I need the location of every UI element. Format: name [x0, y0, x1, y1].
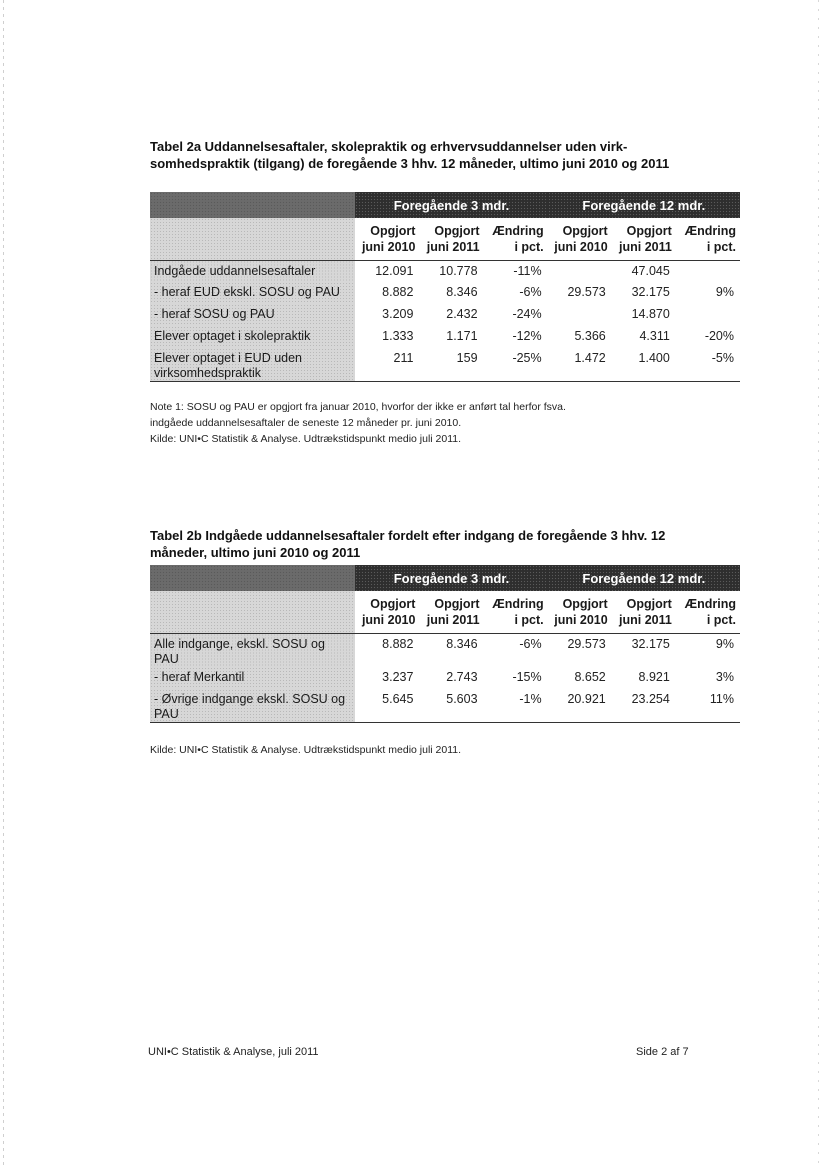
table-cell: 8.921 [638, 669, 670, 684]
table-cell: -11% [513, 263, 542, 278]
table-cell: 9% [715, 636, 734, 651]
table-cell: 29.573 [567, 285, 606, 299]
row-label: Indgåede uddannelsesaftaler [150, 260, 355, 282]
table-b [150, 565, 740, 723]
table-cell: 32.175 [631, 285, 670, 299]
table-cell: -25% [484, 348, 548, 382]
table-b-col-header: Opgjort juni 2010 [548, 591, 612, 633]
table-cell [548, 260, 612, 282]
table-cell: 5.603 [419, 689, 483, 723]
table-cell: 8.652 [574, 669, 606, 684]
table-cell: -15% [512, 669, 542, 684]
table-cell: 1.333 [382, 329, 414, 343]
table-cell: 14.870 [631, 307, 670, 321]
table-a-col-header: Ændring i pct. [676, 218, 740, 260]
table-a-col-header: Ændring i pct. [484, 218, 548, 260]
row-label: Alle indgange, ekskl. SOSU og PAU [150, 633, 355, 667]
row-label: Elever optaget i EUD uden virksomhedspraktik [150, 348, 355, 382]
table-cell: 8.882 [382, 285, 414, 299]
table-a-group-header-3m: Foregående 3 mdr. [355, 192, 547, 218]
table-b-col-header: Ændring i pct. [484, 591, 548, 633]
row-label: - Øvrige indgange ekskl. SOSU og PAU [150, 689, 355, 723]
table-cell [676, 260, 740, 282]
table-a-col-header: Opgjort juni 2010 [355, 218, 419, 260]
table-cell: 3.237 [382, 669, 414, 684]
scan-edge-right [818, 0, 819, 1168]
table-a-col-header: Opgjort juni 2011 [612, 218, 676, 260]
table-b-col-header: Ændring i pct. [676, 591, 740, 633]
table-b-title: Tabel 2b Indgåede uddannelsesaftaler fordelt efter indgang de foregående 3 hhv. 12 måneder, ultimo juni 2010 og 2011 [150, 528, 666, 560]
table-row [150, 304, 740, 326]
table-a-column-header-row [150, 218, 740, 260]
table-b-col-header: Opgjort juni 2011 [419, 591, 483, 633]
table-cell: 9% [715, 285, 734, 299]
table-a-notes [150, 399, 566, 447]
table-cell: 8.346 [446, 285, 478, 299]
table-cell: 23.254 [612, 689, 676, 723]
table-a-group-header-12m: Foregående 12 mdr. [548, 192, 740, 218]
table-cell: 159 [419, 348, 483, 382]
table-cell: -20% [704, 329, 734, 343]
table-cell: 2.432 [446, 307, 478, 321]
table-cell: 20.921 [548, 689, 612, 723]
table-cell: 5.645 [355, 689, 419, 723]
table-b-col-header: Opgjort juni 2010 [355, 591, 419, 633]
table-a [150, 192, 740, 382]
table-row [150, 667, 740, 689]
footer-page-number: Side 2 af 7 [636, 1046, 689, 1058]
table-b-corner [150, 565, 355, 591]
table-cell [676, 304, 740, 326]
table-cell: -1% [484, 689, 548, 723]
table-cell: 47.045 [631, 263, 670, 278]
table-b-group-header-12m: Foregående 12 mdr. [548, 565, 740, 591]
table-b-column-header-row [150, 591, 740, 633]
table-cell: -12% [512, 329, 542, 343]
table-cell: 2.743 [446, 669, 478, 684]
table-cell: 12.091 [375, 263, 414, 278]
table-cell: 4.311 [639, 329, 670, 343]
table-a-group-header-row [150, 192, 740, 218]
row-label: - heraf Merkantil [150, 667, 355, 689]
table-row [150, 326, 740, 348]
table-cell: 11% [676, 689, 740, 723]
table-row [150, 348, 740, 382]
table-cell: 10.778 [439, 263, 478, 278]
table-cell: 3.209 [382, 307, 414, 321]
table-b-notes [150, 742, 461, 758]
table-cell: -24% [512, 307, 542, 321]
table-b-stub-header [150, 591, 355, 633]
row-label: Elever optaget i skolepraktik [150, 326, 355, 348]
table-a-corner [150, 192, 355, 218]
table-a-col-header: Opgjort juni 2010 [548, 218, 612, 260]
table-a-col-header: Opgjort juni 2011 [419, 218, 483, 260]
note-line: indgåede uddannelsesaftaler de seneste 12 måneder pr. juni 2010. [150, 417, 462, 429]
footer-publisher: UNI•C Statistik & Analyse, juli 2011 [148, 1046, 319, 1058]
table-row [150, 689, 740, 723]
table-cell: -5% [676, 348, 740, 382]
table-cell [548, 304, 612, 326]
table-cell: 29.573 [567, 636, 606, 651]
table-b-group-header-row [150, 565, 740, 591]
table-a-title: Tabel 2a Uddannelsesaftaler, skolepraktik og erhvervsuddannelser uden virk-somhedspraktik (tilgang) de foregående 3 hhv. 12 måneder, ultimo juni 2010 og 2011 [150, 139, 670, 171]
scan-edge-left [3, 0, 4, 1168]
table-cell: 32.175 [631, 636, 670, 651]
table-cell: 5.366 [574, 329, 606, 343]
table-cell: -6% [519, 636, 542, 651]
note-line: Note 1: SOSU og PAU er opgjort fra januar 2010, hvorfor der ikke er anført tal herfor fsva. [150, 401, 566, 413]
table-cell: 1.400 [612, 348, 676, 382]
table-a-stub-header [150, 218, 355, 260]
table-cell: 8.882 [382, 636, 414, 651]
table-cell: 1.171 [446, 329, 478, 343]
table-b-col-header: Opgjort juni 2011 [612, 591, 676, 633]
table-cell: 211 [355, 348, 419, 382]
table-b-group-header-3m: Foregående 3 mdr. [355, 565, 547, 591]
table-row [150, 633, 740, 667]
row-label: - heraf EUD ekskl. SOSU og PAU [150, 282, 355, 304]
table-row [150, 260, 740, 282]
source-line: Kilde: UNI•C Statistik & Analyse. Udtrækstidspunkt medio juli 2011. [150, 744, 462, 756]
table-cell: 3% [715, 669, 734, 684]
table-cell: 1.472 [548, 348, 612, 382]
table-cell: -6% [519, 285, 542, 299]
table-row [150, 282, 740, 304]
source-line: Kilde: UNI•C Statistik & Analyse. Udtrækstidspunkt medio juli 2011. [150, 433, 462, 445]
table-cell: 8.346 [446, 636, 478, 651]
row-label: - heraf SOSU og PAU [150, 304, 355, 326]
